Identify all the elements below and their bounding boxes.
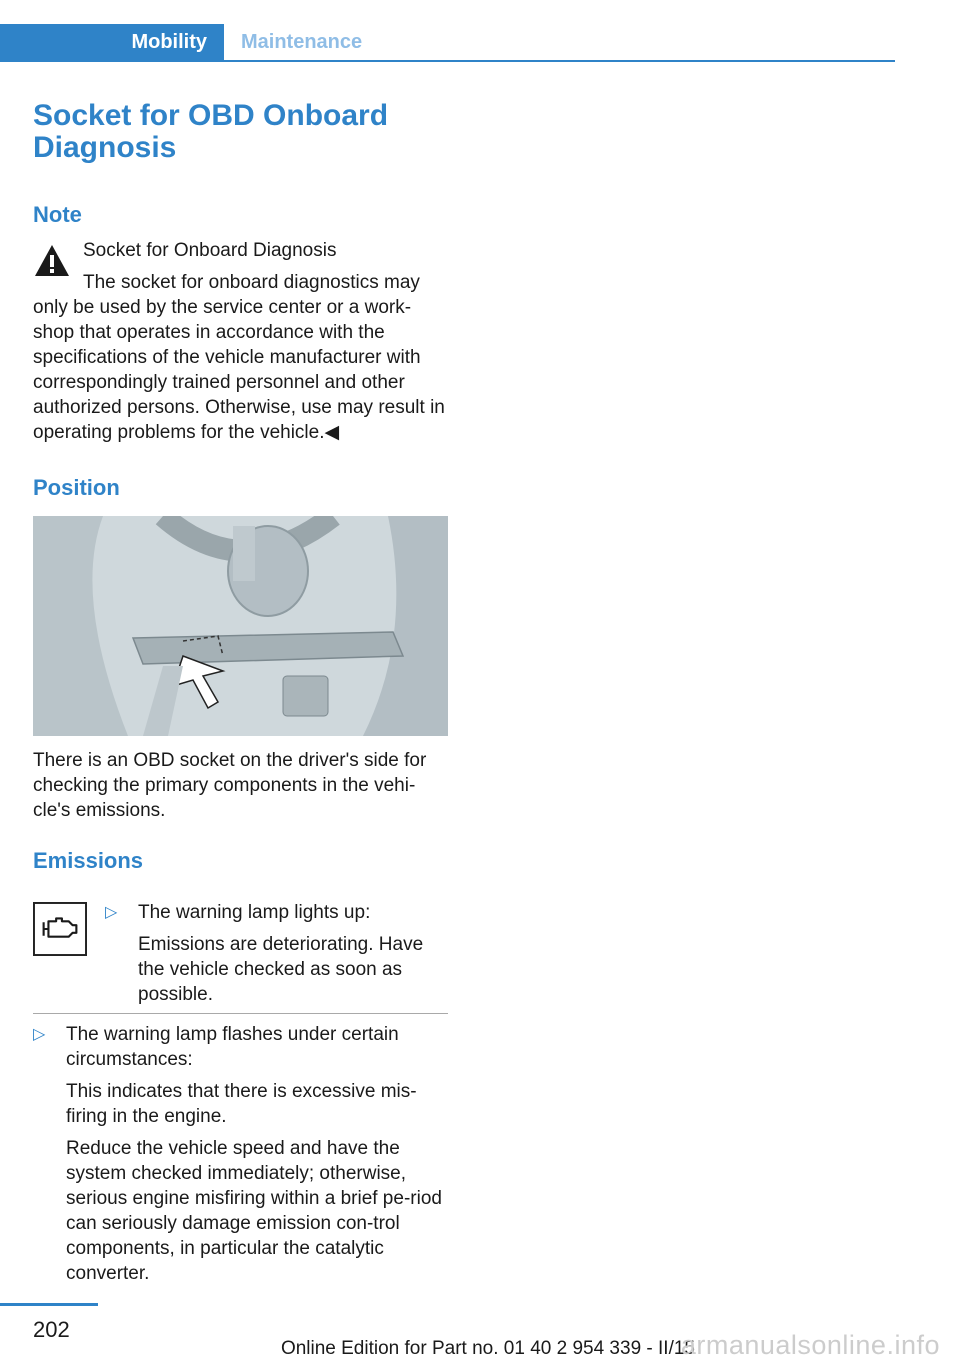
emissions-item-1 — [105, 900, 448, 1007]
chapter-tab-bar — [0, 24, 895, 62]
page-title: Socket for OBD Onboard Diagnosis — [33, 99, 389, 164]
item-separator — [33, 1013, 448, 1014]
emissions-item-2-detail-2: Reduce the vehicle speed and have the system checked immediately; otherwise, serious engine misfiring within a brief pe‐riod can seriously damage emission con‐trol components, in particular the catalytic converter. — [66, 1138, 442, 1284]
tab-maintenance[interactable]: Maintenance — [241, 30, 363, 53]
note-heading: Note — [33, 202, 82, 227]
footer-rule — [0, 1303, 98, 1306]
warning-triangle-icon — [33, 242, 71, 280]
warning-text: The socket for onboard diagnostics may only be used by the service center or a work‐shop that operates in accordance with the specifications of the vehicle manufacturer with correspondingly trained personnel and other authorized persons. Otherwise, use may result in operating problems for the vehicle.◀ — [33, 272, 445, 443]
emissions-item-1-detail: Emissions are deteriorating. Have the vehicle checked as soon as possible. — [138, 934, 424, 1005]
emissions-item-1-title: The warning lamp lights up: — [138, 902, 371, 923]
engine-warning-icon — [33, 902, 87, 956]
bullet-triangle-icon: ▷ — [105, 904, 118, 921]
edition-text: Online Edition for Part no. 01 40 2 954 339 - II/15 — [280, 1338, 695, 1359]
emissions-item-2 — [33, 1022, 448, 1286]
warning-block — [33, 238, 448, 445]
emissions-heading: Emissions — [33, 848, 144, 873]
bullet-triangle-icon: ▷ — [33, 1026, 46, 1043]
page-number: 202 — [33, 1317, 70, 1342]
obd-socket-position-image — [33, 516, 448, 736]
watermark: armanualsonline.info — [680, 1330, 940, 1360]
tab-mobility[interactable]: Mobility — [0, 24, 224, 60]
emissions-item-2-detail-1: This indicates that there is excessive mis‐firing in the engine. — [66, 1081, 417, 1127]
page-content — [33, 100, 448, 1286]
position-heading: Position — [33, 475, 120, 500]
emissions-item-2-title: The warning lamp flashes under certain circumstances: — [66, 1024, 399, 1070]
position-text: There is an OBD socket on the driver's side for checking the primary components in the vehi‐cle's emissions. — [33, 750, 427, 821]
emissions-first-item — [33, 874, 448, 1007]
warning-title: Socket for Onboard Diagnosis — [83, 240, 337, 261]
